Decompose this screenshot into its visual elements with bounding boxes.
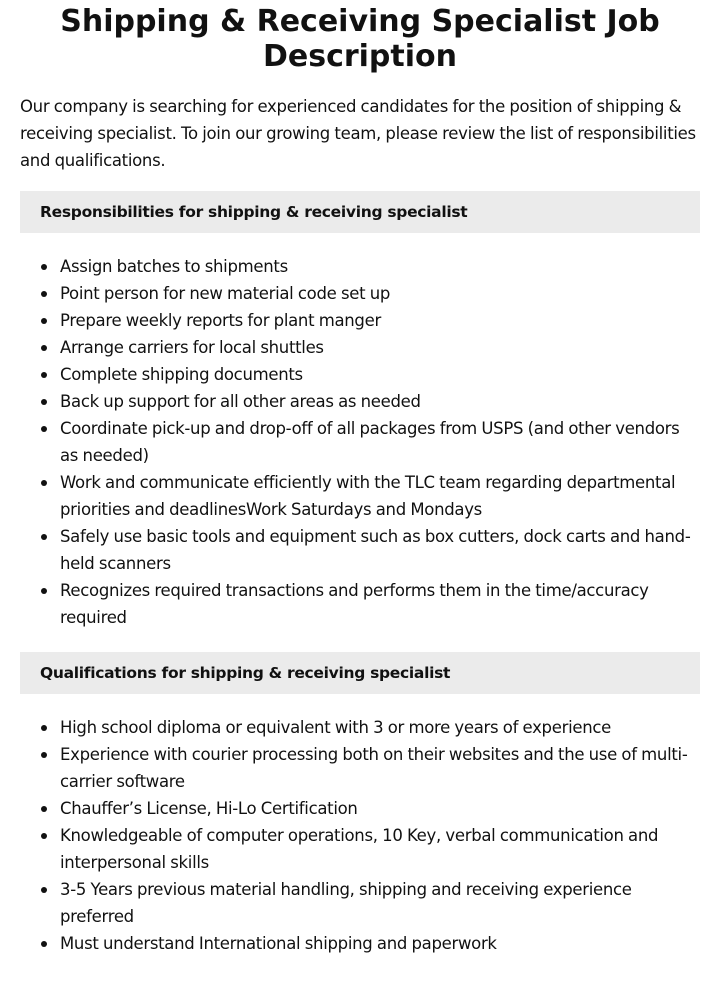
list-item: Complete shipping documents bbox=[20, 361, 700, 388]
bullet-icon bbox=[41, 887, 47, 893]
page-title: Shipping & Receiving Specialist Job Description bbox=[60, 4, 660, 74]
list-item: Recognizes required transactions and performs them in the time/accuracy required bbox=[20, 577, 700, 631]
bullet-icon bbox=[41, 426, 47, 432]
list-item: 3-5 Years previous material handling, shipping and receiving experience preferred bbox=[20, 876, 700, 930]
bullet-icon bbox=[41, 291, 47, 297]
bullet-icon bbox=[41, 752, 47, 758]
bullet-icon bbox=[41, 372, 47, 378]
responsibilities-heading: Responsibilities for shipping & receiving specialist bbox=[40, 203, 468, 221]
bullet-icon bbox=[41, 318, 47, 324]
bullet-icon bbox=[41, 264, 47, 270]
list-item: Assign batches to shipments bbox=[20, 253, 700, 280]
intro-paragraph: Our company is searching for experienced candidates for the position of shipping & receiving specialist. To join our growing team, please review the list of responsibilities and qualifications. bbox=[20, 97, 696, 170]
bullet-icon bbox=[41, 806, 47, 812]
bullet-icon bbox=[41, 725, 47, 731]
list-item: Prepare weekly reports for plant manger bbox=[20, 307, 700, 334]
list-item: Knowledgeable of computer operations, 10 Key, verbal communication and interpersonal skills bbox=[20, 822, 700, 876]
list-item: Back up support for all other areas as needed bbox=[20, 388, 700, 415]
list-item: Coordinate pick-up and drop-off of all packages from USPS (and other vendors as needed) bbox=[20, 415, 700, 469]
list-item: Arrange carriers for local shuttles bbox=[20, 334, 700, 361]
list-item: Chauffer’s License, Hi-Lo Certification bbox=[20, 795, 700, 822]
bullet-icon bbox=[41, 534, 47, 540]
responsibilities-list bbox=[20, 253, 700, 631]
bullet-icon bbox=[41, 480, 47, 486]
bullet-icon bbox=[41, 345, 47, 351]
list-item: Work and communicate efficiently with the TLC team regarding departmental priorities and deadlinesWork Saturdays and Mondays bbox=[20, 469, 700, 523]
list-item: Must understand International shipping and paperwork bbox=[20, 930, 700, 957]
responsibilities-header bbox=[20, 191, 700, 233]
bullet-icon bbox=[41, 833, 47, 839]
bullet-icon bbox=[41, 941, 47, 947]
qualifications-list bbox=[20, 714, 700, 957]
bullet-icon bbox=[41, 588, 47, 594]
bullet-icon bbox=[41, 399, 47, 405]
qualifications-heading: Qualifications for shipping & receiving specialist bbox=[40, 664, 451, 682]
list-item: High school diploma or equivalent with 3 or more years of experience bbox=[20, 714, 700, 741]
list-item: Safely use basic tools and equipment such as box cutters, dock carts and hand-held scanners bbox=[20, 523, 700, 577]
qualifications-header bbox=[20, 652, 700, 694]
list-item: Experience with courier processing both on their websites and the use of multi-carrier software bbox=[20, 741, 700, 795]
list-item: Point person for new material code set up bbox=[20, 280, 700, 307]
